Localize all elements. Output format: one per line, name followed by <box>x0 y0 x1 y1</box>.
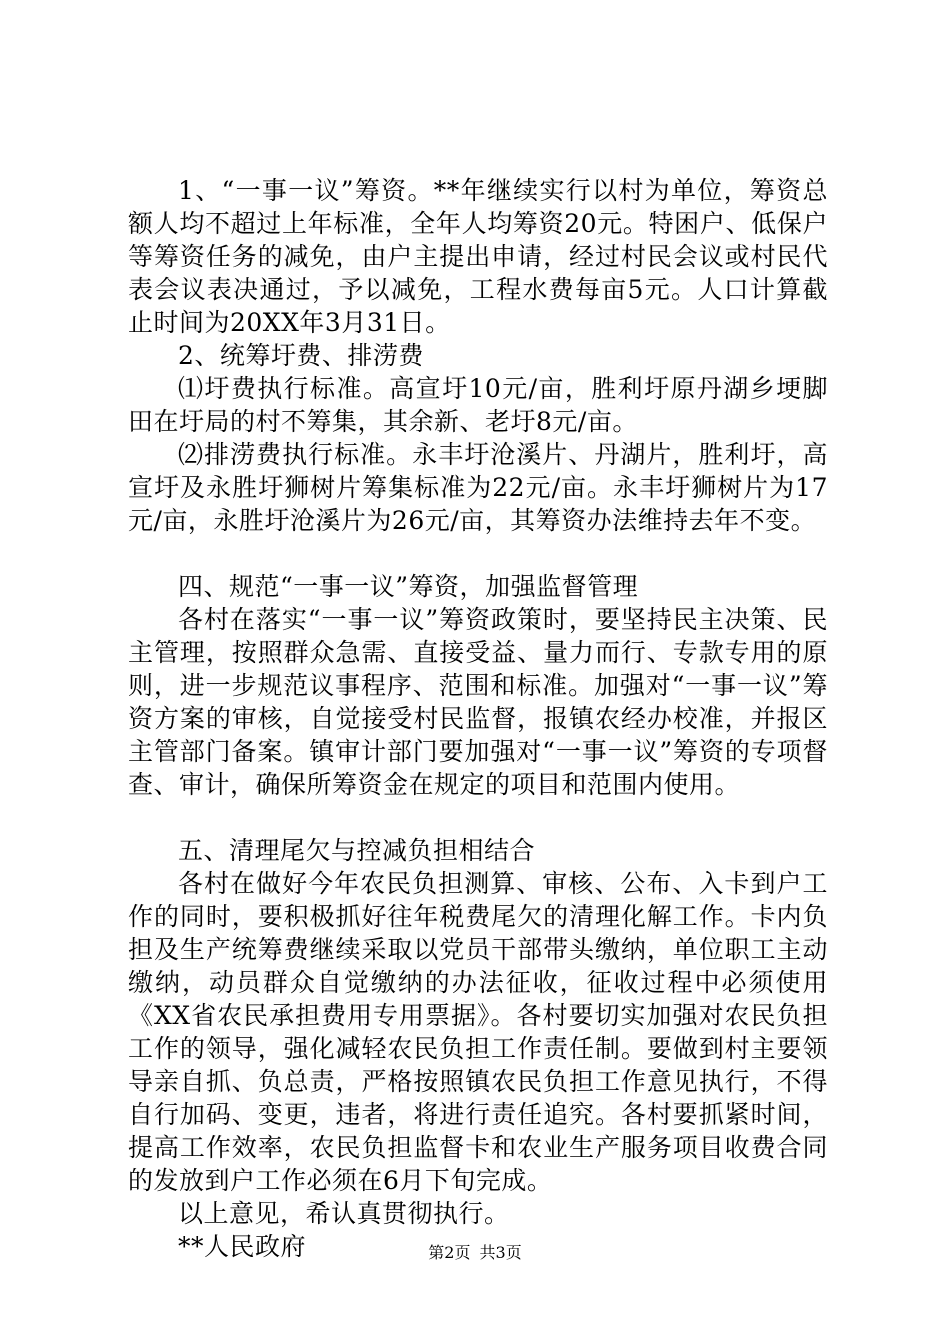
section-four-heading: 四、规范“一事一议”筹资，加强监督管理 <box>178 572 639 601</box>
page-total: 共3页 <box>479 1243 522 1262</box>
paragraph-drainage-fee-standard: ⑵排涝费执行标准。永丰圩沧溪片、丹湖片，胜利圩，高宣圩及永胜圩狮树片筹集标准为22元/亩。永丰圩狮树片为17元/亩，永胜圩沧溪片为26元/亩，其筹资办法维持去年不变。 <box>128 440 828 535</box>
section-five-heading: 五、清理尾欠与控减负担相结合 <box>178 836 536 865</box>
closing-remark: 以上意见，希认真贯彻执行。 <box>178 1199 510 1228</box>
paragraph-dyke-drainage-heading: 2、统筹圩费、排涝费 <box>178 341 424 370</box>
issuer-signature: **人民政府 <box>178 1232 307 1261</box>
page-number: 第2页 <box>428 1243 471 1262</box>
document-body <box>128 174 828 1263</box>
paragraph-dyke-fee-standard: ⑴圩费执行标准。高宣圩10元/亩，胜利圩原丹湖乡埂脚田在圩局的村不筹集，其余新、老圩8元/亩。 <box>128 374 828 436</box>
section-four-body: 各村在落实“一事一议”筹资政策时，要坚持民主决策、民主管理，按照群众急需、直接受益、量力而行、专款专用的原则，进一步规范议事程序、范围和标准。加强对“一事一议”筹资方案的审核，自觉接受村民监督，报镇农经办校准，并报区主管部门备案。镇审计部门要加强对“一事一议”筹资的专项督查、审计，确保所筹资金在规定的项目和范围内使用。 <box>128 605 828 799</box>
paragraph-spacer <box>128 801 828 834</box>
paragraph-spacer <box>128 537 828 570</box>
page-footer <box>0 1243 950 1263</box>
section-five-body: 各村在做好今年农民负担测算、审核、公布、入卡到户工作的同时，要积极抓好往年税费尾欠的清理化解工作。卡内负担及生产统筹费继续采取以党员干部带头缴纳，单位职工主动缴纳，动员群众自觉缴纳的办法征收，征收过程中必须使用《XX省农民承担费用专用票据》。各村要切实加强对农民负担工作的领导，强化减轻农民负担工作责任制。要做到村主要领导亲自抓、负总责，严格按照镇农民负担工作意见执行，不得自行加码、变更，违者，将进行责任追究。各村要抓紧时间，提高工作效率，农民负担监督卡和农业生产服务项目收费合同的发放到户工作必须在6月下旬完成。 <box>128 869 828 1195</box>
paragraph-one-matter-one-discussion: 1、“一事一议”筹资。**年继续实行以村为单位，筹资总额人均不超过上年标准，全年人均筹资20元。特困户、低保户等筹资任务的减免，由户主提出申请，经过村民会议或村民代表会议表决通过，予以减免，工程水费每亩5元。人口计算截止时间为20XX年3月31日。 <box>128 176 828 337</box>
